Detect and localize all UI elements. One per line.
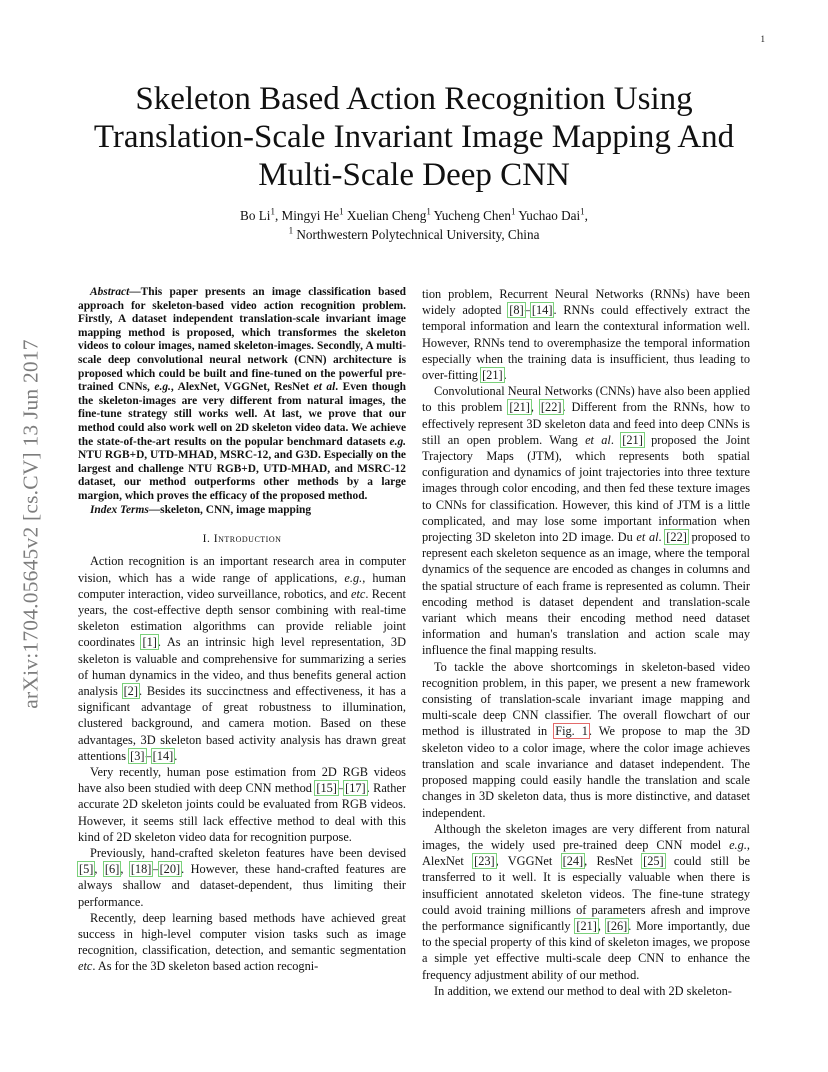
- text: , human computer interaction, video surveillance, robotics, and: [78, 570, 406, 601]
- citation-link[interactable]: [1]: [142, 635, 157, 650]
- citation-link[interactable]: [25]: [643, 854, 664, 869]
- abstract-text: . Even though the skeleton-images are very different from natural images, the fine-tune strategy still works well. At last, we prove that our method could also work well on 2D skeleton video data. We achieve the state-of-the-art results on the popular benchmard datasets: [78, 381, 406, 448]
- text: . More importantly, due to the special property of this kind of skeleton images, we propose a simple yet effective multi-scale deep CNN to enhance the frequency adjustment ability of our method.: [422, 918, 750, 982]
- index-terms: [78, 504, 406, 518]
- text: Convolutional Neural Networks (CNNs) have also been applied to this problem: [422, 384, 750, 415]
- abstract-em: et al: [313, 381, 336, 394]
- text: .: [610, 432, 622, 447]
- paragraph: [78, 845, 406, 910]
- text: proposed to represent each skeleton sequence as an image, where the temporal dynamics of the sequence are encoded as changes in columns and the spatial structure of each frame is represented as column. Their encoding method is dataset dependent and translation-scale variant which means their encoding method need dataset information and human's translation and action scale may influence the final mapping results.: [422, 530, 750, 658]
- em: etc: [78, 959, 93, 974]
- author-block: [64, 206, 764, 244]
- abstract-text: NTU RGB+D, UTD-MHAD, MSRC-12, and G3D. Especially on the largest and challenge NTU RGB+D, UTD-MHAD, and MSRC-12 dataset, our method outperforms other methods by a large margion, which proves the efficacy of the proposed method.: [78, 449, 406, 502]
- citation-link[interactable]: [24]: [562, 854, 584, 869]
- paper-title: [64, 80, 764, 194]
- text: .: [174, 748, 178, 763]
- text: –: [152, 862, 159, 877]
- abstract-em: e.g.: [389, 435, 406, 448]
- abstract-text: —This paper presents an image classification based approach for skeleton-based video action recognition problem. Firstly, A dataset independent translation-scale invariant image mapping method is proposed, which transformes the skeleton videos to colour images, named skeleton-images. Secondly, A multi-scale deep convolutional neural network (CNN) architecture is proposed which could be built and fine-tuned on the powerful pre-trained CNNs,: [78, 286, 406, 394]
- section-number: I.: [202, 532, 214, 546]
- citation-link[interactable]: [20]: [159, 862, 181, 877]
- paragraph: [78, 764, 406, 845]
- paragraph: [422, 659, 750, 821]
- section-heading-introduction: [78, 531, 406, 547]
- text: Although the skeleton images are very different from natural images, the widely used pre-trained deep CNN model: [422, 821, 750, 852]
- paragraph: [422, 383, 750, 658]
- author-name: , Mingyi He: [274, 208, 340, 223]
- em: et al: [585, 432, 611, 447]
- citation-link[interactable]: [2]: [123, 683, 138, 698]
- text: . Besides its succinctness and effectiveness, it has a significant advantage of great robustness to illumination, clustered background, and camera motion. Based on these advantages, 3D skeleton based activity analysis has drawn great attentions: [78, 683, 406, 763]
- affil-mark: 1: [580, 206, 585, 217]
- citation-link[interactable]: [21]: [509, 400, 530, 415]
- paragraph: [422, 983, 750, 999]
- page-number: 1: [760, 34, 765, 44]
- title-line-3: Multi-Scale Deep CNN: [258, 157, 570, 193]
- text: –: [145, 748, 152, 763]
- text: proposed the Joint Trajectory Maps (JTM), which represents both spatial configuration and dynamics of joint trajectories into three texture images through color encoding, and then fed these texture images to CNNs for classification. However, this kind of JTM is a little complicated, and may lose some important information when projecting 3D skeleton into 2D image. Du: [422, 432, 750, 545]
- paragraph: [78, 553, 406, 764]
- text: Action recognition is an important research area in computer vision, which has a wide range of applications,: [78, 554, 406, 585]
- text: ,: [120, 862, 130, 877]
- text: ,: [530, 400, 540, 415]
- author-list: [64, 206, 764, 225]
- left-column: [78, 286, 406, 975]
- title-line-1: Skeleton Based Action Recognition Using: [135, 81, 693, 117]
- citation-link[interactable]: [14]: [531, 303, 553, 318]
- title-line-2: Translation-Scale Invariant Image Mapping And: [93, 119, 735, 155]
- affiliation: [64, 225, 764, 244]
- affil-mark: 1: [339, 206, 344, 217]
- citation-link[interactable]: [18]: [130, 862, 152, 877]
- em: e.g.: [729, 837, 747, 852]
- text: .: [503, 368, 507, 383]
- citation-link[interactable]: [8]: [509, 303, 524, 318]
- citation-link[interactable]: [21]: [576, 918, 597, 933]
- text: . Rather accurate 2D skeleton joints could be evaluated from RGB videos. However, it seems still lack effective method to deal with this kind of 2D skeleton video data for recognition purpose.: [78, 781, 406, 844]
- text: . Different from the RNNs, how to effectively represent 3D skeleton data and feed into deep CNNs is still an open problem. Wang: [422, 400, 750, 447]
- right-column: [422, 286, 750, 999]
- citation-link[interactable]: [22]: [666, 530, 687, 545]
- text: Previously, hand-crafted skeleton features have been devised: [90, 845, 406, 860]
- author-sep: ,: [584, 208, 588, 223]
- author-name: Bo Li: [240, 208, 271, 223]
- author-name: Yuchao Dai: [515, 208, 581, 223]
- text: tion problem, Recurrent Neural Networks (RNNs) have been widely adopted: [422, 287, 750, 318]
- citation-link[interactable]: [6]: [104, 862, 120, 877]
- text: Very recently, human pose estimation from 2D RGB videos have also been studied with deep CNN method: [78, 764, 406, 796]
- affil-mark: 1: [288, 225, 294, 236]
- abstract-text: , AlexNet, VGGNet, ResNet: [170, 381, 314, 394]
- text: . As an intrinsic high level representation, 3D skeleton is valuable and comprehensive for summarizing a series of human dynamics in the video, and thus benefits general action analysis: [78, 635, 406, 698]
- affil-mark: 1: [426, 206, 431, 217]
- citation-link[interactable]: [17]: [345, 781, 366, 796]
- citation-link[interactable]: [5]: [79, 862, 94, 877]
- text: could still be transferred to it well. It is especially valuable when there is insufficient annotated skeleton videos. The fine-tune strategy could avoid training millions of parameters afresh and improve the performance significantly: [422, 854, 750, 933]
- text: To tackle the above shortcomings in skeleton-based video recognition problem, in this paper, we present a new framework consisting of translation-scale invariant image mapping and multi-scale deep CNN classifier. The overall flowchart of our method is illustrated in: [422, 659, 750, 739]
- citation-link[interactable]: [21]: [482, 368, 503, 383]
- text: ,: [94, 862, 104, 877]
- affil-mark: 1: [270, 206, 275, 217]
- text: , ResNet: [584, 854, 643, 869]
- abstract: [78, 286, 406, 504]
- text: . RNNs could effectively extract the temporal information and learn the contextural information well. However, RNNs tend to overemphasize the temporal information especially when the training data is insufficient, thus leading to over-fitting: [422, 303, 751, 383]
- affiliation-text: Northwestern Polytechnical University, China: [293, 227, 540, 242]
- text: , AlexNet: [422, 837, 750, 869]
- text: –: [337, 781, 345, 796]
- abstract-label: Abstract: [90, 286, 130, 298]
- citation-link[interactable]: [15]: [316, 781, 337, 796]
- em: etc: [350, 586, 366, 601]
- text: . As for the 3D skeleton based action recogni-: [92, 959, 319, 974]
- figure-link[interactable]: Fig. 1: [555, 724, 588, 739]
- text: . Recent years, the cost-effective depth sensor combining with real-time skeleton estimation algorithms can provide reliable joint coordinates: [78, 586, 406, 650]
- text: , VGGNet: [495, 854, 562, 869]
- text: . We propose to map the 3D skeleton video to a color image, where the color image achieves translation and scale invariance and dataset independent. The proposed mapping could easily handle the translation and scale changes in 3D skeleton data, thus is more distinctive, and dataset independent.: [422, 724, 750, 820]
- text: In addition, we extend our method to deal with 2D skeleton-: [434, 983, 732, 998]
- citation-link[interactable]: [26]: [606, 918, 628, 933]
- index-terms-label: Index Terms: [90, 503, 149, 516]
- citation-link[interactable]: [3]: [130, 748, 145, 763]
- citation-link[interactable]: [21]: [622, 432, 643, 447]
- paragraph: [422, 821, 750, 983]
- arxiv-stamp-text: arXiv:1704.05645v2 [cs.CV] 13 Jun 2017: [18, 339, 43, 709]
- affil-mark: 1: [510, 206, 516, 217]
- abstract-em: e.g.: [154, 381, 171, 394]
- paragraph: [422, 286, 750, 383]
- citation-link[interactable]: [23]: [474, 854, 495, 869]
- text: ,: [597, 918, 606, 933]
- em: e.g.: [344, 570, 363, 585]
- em: et al: [636, 530, 659, 545]
- text: –: [524, 303, 531, 318]
- text: .: [658, 530, 666, 545]
- citation-link[interactable]: [14]: [152, 748, 174, 763]
- author-name: Xuelian Cheng: [343, 208, 427, 223]
- text: . However, these hand-crafted features are always shallow and dataset-dependent, thus limiting their performance.: [78, 862, 406, 909]
- paragraph: [78, 910, 406, 975]
- index-terms-text: —skeleton, CNN, image mapping: [148, 503, 312, 516]
- section-name: Introduction: [213, 532, 282, 546]
- author-name: Yucheng Chen: [430, 208, 511, 223]
- arxiv-stamp: [14, 290, 48, 758]
- text: Recently, deep learning based methods have achieved great success in high-level computer vision tasks such as image recognition, classification, detection, and semantic segmentation: [78, 910, 406, 958]
- citation-link[interactable]: [22]: [540, 400, 562, 415]
